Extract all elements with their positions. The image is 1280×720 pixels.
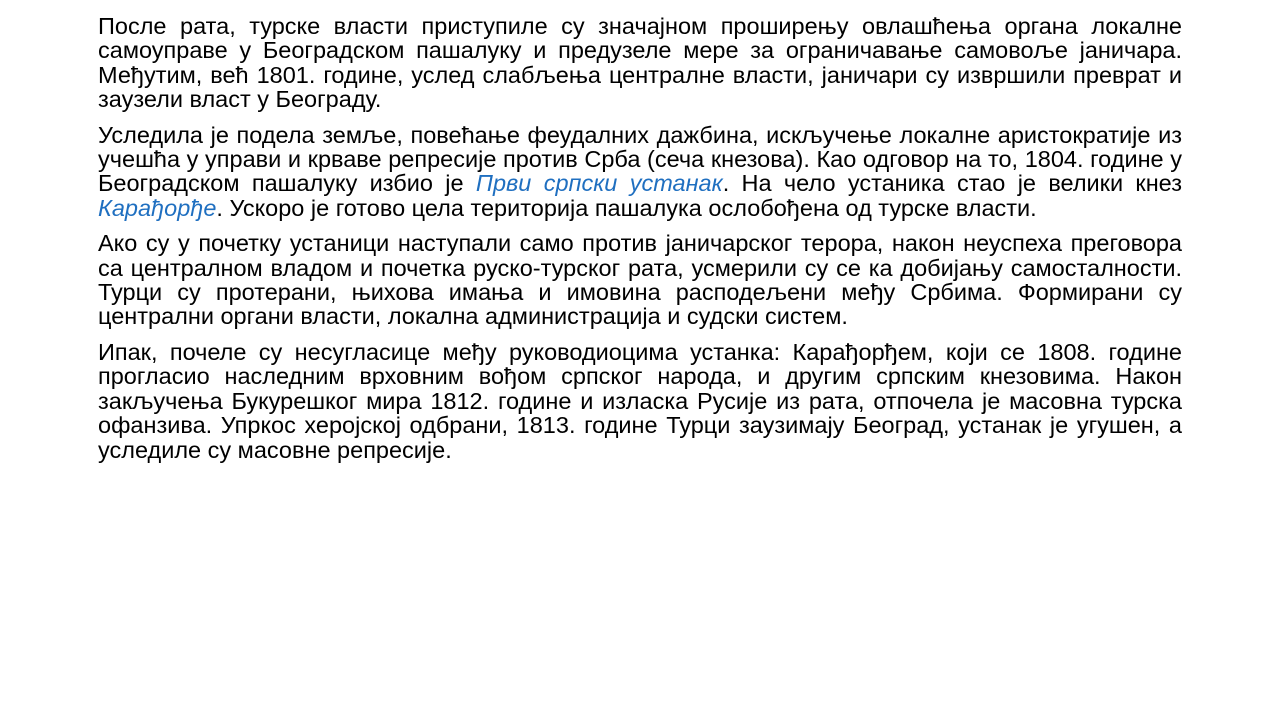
paragraph-3 [98, 231, 1182, 329]
paragraph-2-text-a: Уследила је подела земље, повећање феудалних дажбина, искључење локалне аристократије из учешћа у управи и крваве репресије против Срба (сеча кнезова). Као одговор на то, 1804. године у Београдском пашалуку избио је [98, 121, 1182, 197]
text-body [98, 14, 1182, 473]
paragraph-1 [98, 14, 1182, 112]
paragraph-1-text: После рата, турске власти приступиле су значајном проширењу овлашћења органа локалне самоуправе у Београдском пашалуку и предузеле мере за ограничавање самовоље јаничара. Међутим, већ 1801. године, услед слабљења централне власти, јаничари су извршили преврат и заузели власт у Београду. [98, 13, 1182, 113]
paragraph-4-text: Ипак, почеле су несугласице међу руководиоцима устанка: Карађорђем, који се 1808. године прогласио наследним врховним вођом српског народа, и другим српским кнезовима. Након закључења Букурешког мира 1812. године и изласка Русије из рата, отпочела је масовна турска офанзива. Упркос херојској одбрани, 1813. године Турци заузимају Београд, устанак је угушен, а уследиле су масовне репресије. [98, 338, 1182, 463]
paragraph-3-text: Ако су у почетку устаници наступали само против јаничарског терора, након неуспеха преговора са централном владом и почетка руско-турског рата, усмерили су се ка добијању самосталности. Турци су протерани, њихова имања и имовина расподељени међу Србима. Формирани су централни органи власти, локална администрација и судски систем. [98, 230, 1182, 330]
paragraph-2 [98, 123, 1182, 221]
paragraph-2-text-c: . Ускоро је готово цела територија пашалука ослобођена од турске власти. [216, 194, 1037, 221]
first-serbian-uprising-link[interactable]: Први српски устанак [475, 170, 723, 197]
karadjordje-link[interactable]: Карађорђе [98, 194, 217, 221]
paragraph-2-text-b: . На чело устаника стао је велики кнез [722, 170, 1183, 197]
paragraph-4 [98, 340, 1182, 462]
